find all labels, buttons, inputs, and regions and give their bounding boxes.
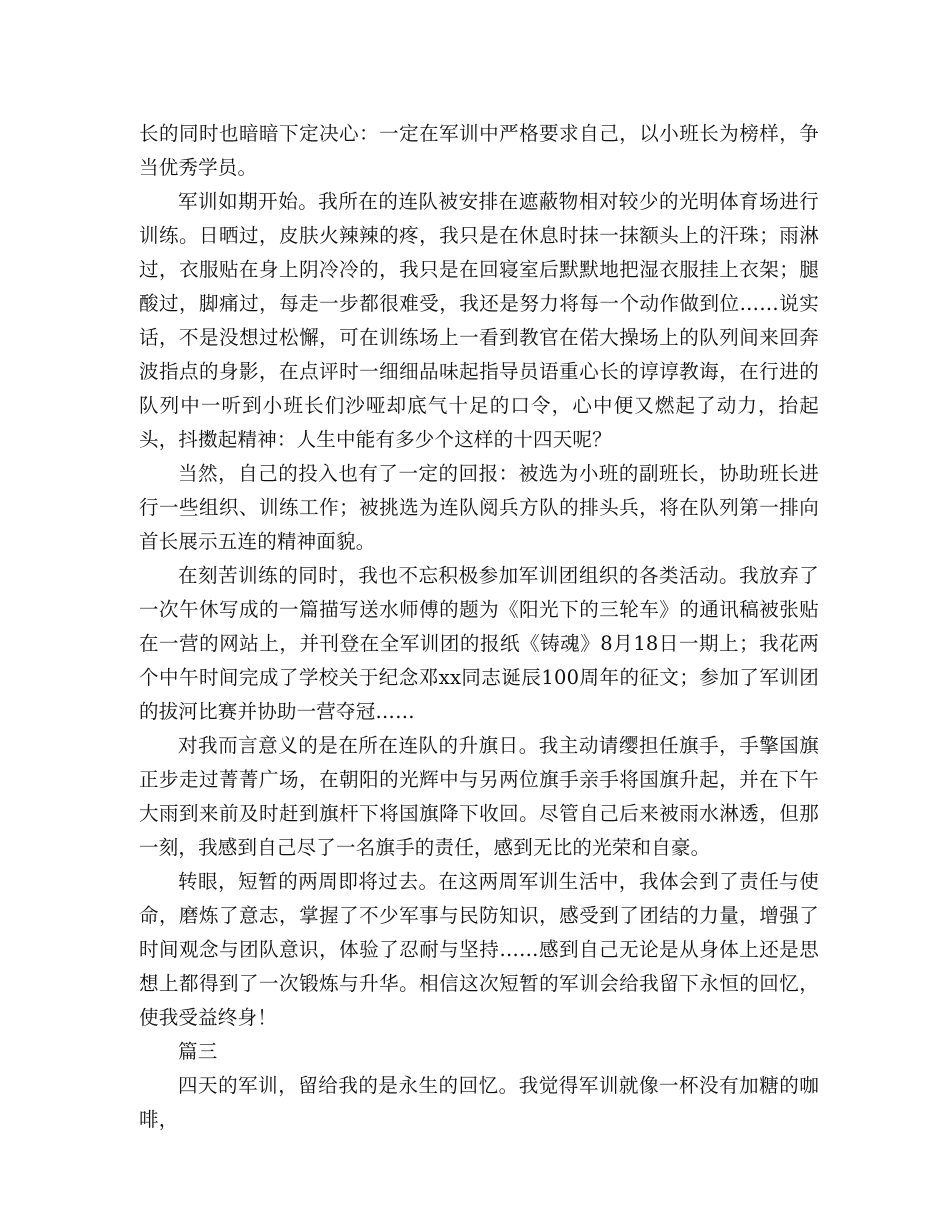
section-heading-part-three: 篇三: [178, 1040, 218, 1063]
paragraph-training-begins: 军训如期开始。我所在的连队被安排在遮蔽物相对较少的光明体育场进行训练。日晒过，皮肤火辣辣的疼，我只是在休息时抹一抹额头上的汗珠；雨淋过，衣服贴在身上阴冷冷的，我只是在回寝室后默默地把湿衣服挂上衣架；腿酸过，脚痛过，每走一步都很难受，我还是努力将每一个动作做到位……说实话，不是没想过松懈，可在训练场上一看到教官在偌大操场上的队列间来回奔波指点的身影，在点评时一细细品味起指导员语重心长的谆谆教诲，在行进的队列中一听到小班长们沙哑却底气十足的口令，心中便又燃起了动力，抬起头，抖擞起精神：人生中能有多少个这样的十四天呢？: [139, 190, 819, 451]
paragraph-rewards: 当然，自己的投入也有了一定的回报：被选为小班的副班长，协助班长进行一些组织、训练工作；被挑选为连队阅兵方队的排头兵，将在队列第一排向首长展示五连的精神面貌。: [139, 462, 819, 553]
paragraph-flag-day: 对我而言意义的是在所在连队的升旗日。我主动请缨担任旗手，手擎国旗正步走过菁菁广场，在朝阳的光辉中与另两位旗手亲手将国旗升起，并在下午大雨到来前及时赶到旗杆下将国旗降下收回。尽管自己后来被雨水淋透，但那一刻，我感到自己尽了一名旗手的责任，感到无比的光荣和自豪。: [139, 734, 819, 859]
paragraph-summary: 转眼，短暂的两周即将过去。在这两周军训生活中，我体会到了责任与使命，磨炼了意志，掌握了不少军事与民防知识，感受到了团结的力量，增强了时间观念与团队意识，体验了忍耐与坚持……感到自己无论是从身体上还是思想上都得到了一次锻炼与升华。相信这次短暂的军训会给我留下永恒的回忆，使我受益终身！: [139, 870, 819, 1029]
paragraph-part-three-opening: 四天的军训，留给我的是永生的回忆。我觉得军训就像一杯没有加糖的咖啡，: [139, 1074, 819, 1131]
document-body: [139, 117, 819, 1137]
paragraph-activities: 在刻苦训练的同时，我也不忘积极参加军训团组织的各类活动。我放弃了一次午休写成的一篇描写送水师傅的题为《阳光下的三轮车》的通讯稿被张贴在一营的网站上，并刊登在全军训团的报纸《铸魂》8月18日一期上；我花两个中午时间完成了学校关于纪念邓xx同志诞辰100周年的征文；参加了军训团的拔河比赛并协助一营夺冠……: [139, 564, 819, 723]
paragraph-continuation: 长的同时也暗暗下定决心：一定在军训中严格要求自己，以小班长为榜样，争当优秀学员。: [139, 122, 819, 179]
